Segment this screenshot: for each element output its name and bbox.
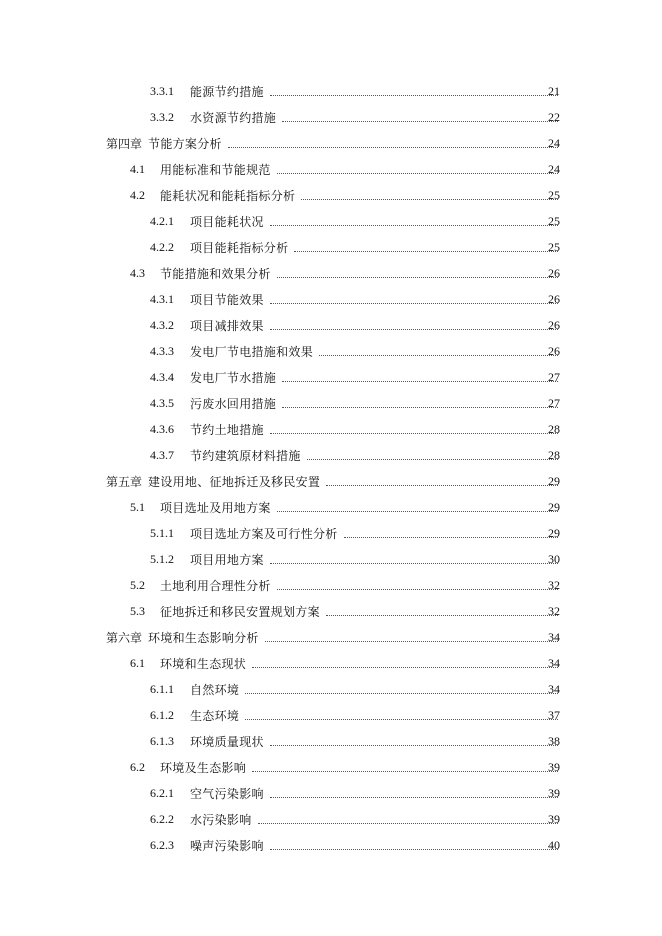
toc-entry-title: 能耗状况和能耗指标分析 xyxy=(160,188,296,203)
toc-entry-number: 6.1.1 xyxy=(150,681,174,696)
toc-dot-leader xyxy=(326,485,558,486)
toc-entry[interactable] xyxy=(0,520,662,546)
toc-entry-page-number: 29 xyxy=(548,473,560,488)
toc-entry-title: 项目减排效果 xyxy=(190,318,264,333)
toc-entry-number: 4.1 xyxy=(130,161,145,176)
toc-entry-title: 污废水回用措施 xyxy=(190,396,277,411)
toc-dot-leader xyxy=(282,407,558,408)
toc-entry-title: 环境及生态影响 xyxy=(160,760,247,775)
toc-entry-page-number: 39 xyxy=(548,785,560,800)
toc-entry[interactable] xyxy=(0,572,662,598)
toc-dot-leader xyxy=(277,511,558,512)
toc-entry[interactable] xyxy=(0,832,662,858)
toc-entry-page-number: 37 xyxy=(548,707,560,722)
toc-entry-number: 5.3 xyxy=(130,603,145,618)
toc-entry-page-number: 32 xyxy=(548,603,560,618)
toc-entry-page-number: 34 xyxy=(548,655,560,670)
toc-entry-page-number: 39 xyxy=(548,811,560,826)
toc-entry-title: 项目能耗状况 xyxy=(190,214,264,229)
toc-entry-number: 6.1 xyxy=(130,655,145,670)
toc-entry-number: 第四章 xyxy=(106,136,143,151)
toc-entry[interactable] xyxy=(0,650,662,676)
toc-entry-number: 6.2.2 xyxy=(150,811,174,826)
toc-entry-page-number: 29 xyxy=(548,525,560,540)
toc-entry-page-number: 22 xyxy=(548,109,560,124)
toc-dot-leader xyxy=(265,641,558,642)
toc-entry-number: 4.3 xyxy=(130,265,145,280)
toc-dot-leader xyxy=(270,95,558,96)
toc-entry-number: 第五章 xyxy=(106,474,143,489)
toc-entry-page-number: 26 xyxy=(548,343,560,358)
toc-entry[interactable] xyxy=(0,494,662,520)
toc-entry-page-number: 26 xyxy=(548,317,560,332)
toc-entry-page-number: 25 xyxy=(548,187,560,202)
toc-entry-page-number: 26 xyxy=(548,265,560,280)
toc-entry-number: 4.3.7 xyxy=(150,447,174,462)
toc-dot-leader xyxy=(270,225,558,226)
toc-entry-page-number: 21 xyxy=(548,83,560,98)
toc-entry[interactable] xyxy=(0,208,662,234)
toc-entry[interactable] xyxy=(0,156,662,182)
toc-entry[interactable] xyxy=(0,130,662,156)
toc-entry-page-number: 24 xyxy=(548,161,560,176)
toc-dot-leader xyxy=(294,251,558,252)
toc-entry-title: 生态环境 xyxy=(190,708,240,723)
toc-entry-number: 3.3.2 xyxy=(150,109,174,124)
toc-entry[interactable] xyxy=(0,598,662,624)
toc-entry-title: 项目选址及用地方案 xyxy=(160,500,271,515)
toc-entry-title: 节约建筑原材料措施 xyxy=(190,448,301,463)
toc-entry[interactable] xyxy=(0,390,662,416)
toc-dot-leader xyxy=(270,303,558,304)
toc-dot-leader xyxy=(270,433,558,434)
toc-entry[interactable] xyxy=(0,676,662,702)
toc-entry-title: 节能措施和效果分析 xyxy=(160,266,271,281)
toc-dot-leader xyxy=(228,147,558,148)
toc-entry-title: 项目能耗指标分析 xyxy=(190,240,289,255)
toc-entry-title: 能源节约措施 xyxy=(190,84,264,99)
toc-entry[interactable] xyxy=(0,546,662,572)
toc-entry-page-number: 25 xyxy=(548,213,560,228)
toc-entry[interactable] xyxy=(0,182,662,208)
toc-entry-title: 环境和生态现状 xyxy=(160,656,247,671)
toc-entry-number: 6.2.3 xyxy=(150,837,174,852)
toc-dot-leader xyxy=(245,719,558,720)
toc-entry[interactable] xyxy=(0,312,662,338)
toc-entry-page-number: 27 xyxy=(548,395,560,410)
toc-entry-title: 节约土地措施 xyxy=(190,422,264,437)
toc-dot-leader xyxy=(282,381,558,382)
toc-dot-leader xyxy=(319,355,558,356)
toc-entry[interactable] xyxy=(0,780,662,806)
toc-entry-page-number: 28 xyxy=(548,447,560,462)
toc-dot-leader xyxy=(277,277,558,278)
toc-entry-title: 节能方案分析 xyxy=(148,136,222,151)
toc-entry-title: 空气污染影响 xyxy=(190,786,264,801)
toc-entry-page-number: 38 xyxy=(548,733,560,748)
toc-dot-leader xyxy=(245,693,558,694)
toc-entry-title: 发电厂节水措施 xyxy=(190,370,277,385)
toc-entry-title: 征地拆迁和移民安置规划方案 xyxy=(160,604,320,619)
toc-entry-number: 4.3.4 xyxy=(150,369,174,384)
toc-entry-number: 4.2.1 xyxy=(150,213,174,228)
toc-entry-title: 项目节能效果 xyxy=(190,292,264,307)
toc-entry-page-number: 25 xyxy=(548,239,560,254)
toc-dot-leader xyxy=(270,797,558,798)
toc-entry[interactable] xyxy=(0,806,662,832)
toc-dot-leader xyxy=(277,173,558,174)
toc-entry-page-number: 28 xyxy=(548,421,560,436)
toc-entry[interactable] xyxy=(0,728,662,754)
toc-entry-page-number: 30 xyxy=(548,551,560,566)
toc-entry-page-number: 26 xyxy=(548,291,560,306)
toc-entry-page-number: 27 xyxy=(548,369,560,384)
toc-dot-leader xyxy=(270,745,558,746)
toc-entry-title: 噪声污染影响 xyxy=(190,838,264,853)
toc-entry-page-number: 29 xyxy=(548,499,560,514)
toc-dot-leader xyxy=(282,121,558,122)
toc-dot-leader xyxy=(301,199,558,200)
toc-dot-leader xyxy=(277,589,558,590)
toc-dot-leader xyxy=(307,459,558,460)
toc-entry[interactable] xyxy=(0,234,662,260)
toc-entry-title: 发电厂节电措施和效果 xyxy=(190,344,314,359)
toc-entry-number: 4.3.2 xyxy=(150,317,174,332)
table-of-contents xyxy=(0,78,662,858)
toc-entry-page-number: 24 xyxy=(548,135,560,150)
toc-dot-leader xyxy=(270,849,558,850)
toc-entry-title: 水资源节约措施 xyxy=(190,110,277,125)
toc-dot-leader xyxy=(252,667,558,668)
toc-dot-leader xyxy=(258,823,558,824)
toc-entry-title: 建设用地、征地拆迁及移民安置 xyxy=(148,474,321,489)
toc-entry-title: 水污染影响 xyxy=(190,812,252,827)
toc-entry-number: 6.2 xyxy=(130,759,145,774)
toc-entry-number: 4.3.3 xyxy=(150,343,174,358)
toc-entry-number: 6.2.1 xyxy=(150,785,174,800)
toc-entry-title: 环境和生态影响分析 xyxy=(148,630,259,645)
toc-entry-number: 4.3.5 xyxy=(150,395,174,410)
toc-entry[interactable] xyxy=(0,78,662,104)
toc-entry-number: 3.3.1 xyxy=(150,83,174,98)
toc-entry[interactable] xyxy=(0,364,662,390)
toc-entry-number: 6.1.2 xyxy=(150,707,174,722)
toc-entry[interactable] xyxy=(0,286,662,312)
toc-entry-number: 5.1 xyxy=(130,499,145,514)
toc-entry-page-number: 32 xyxy=(548,577,560,592)
toc-entry-title: 项目用地方案 xyxy=(190,552,264,567)
toc-entry[interactable] xyxy=(0,702,662,728)
toc-entry-page-number: 40 xyxy=(548,837,560,852)
toc-entry[interactable] xyxy=(0,338,662,364)
toc-entry-number: 5.1.2 xyxy=(150,551,174,566)
toc-entry[interactable] xyxy=(0,416,662,442)
toc-dot-leader xyxy=(344,537,558,538)
toc-entry[interactable] xyxy=(0,442,662,468)
toc-entry-number: 6.1.3 xyxy=(150,733,174,748)
toc-entry-number: 4.3.6 xyxy=(150,421,174,436)
toc-entry-title: 用能标准和节能规范 xyxy=(160,162,271,177)
toc-entry-page-number: 39 xyxy=(548,759,560,774)
toc-entry-page-number: 34 xyxy=(548,629,560,644)
toc-entry-title: 土地利用合理性分析 xyxy=(160,578,271,593)
toc-entry-number: 第六章 xyxy=(106,630,143,645)
toc-dot-leader xyxy=(252,771,558,772)
toc-dot-leader xyxy=(326,615,558,616)
toc-dot-leader xyxy=(270,563,558,564)
toc-entry[interactable] xyxy=(0,624,662,650)
toc-entry[interactable] xyxy=(0,104,662,130)
toc-entry-number: 5.1.1 xyxy=(150,525,174,540)
toc-dot-leader xyxy=(270,329,558,330)
toc-entry-page-number: 34 xyxy=(548,681,560,696)
toc-entry-number: 4.3.1 xyxy=(150,291,174,306)
toc-entry-title: 环境质量现状 xyxy=(190,734,264,749)
toc-entry-number: 4.2.2 xyxy=(150,239,174,254)
toc-entry-title: 项目选址方案及可行性分析 xyxy=(190,526,338,541)
toc-entry-title: 自然环境 xyxy=(190,682,240,697)
toc-entry[interactable] xyxy=(0,754,662,780)
toc-entry[interactable] xyxy=(0,260,662,286)
toc-entry[interactable] xyxy=(0,468,662,494)
toc-entry-number: 5.2 xyxy=(130,577,145,592)
toc-entry-number: 4.2 xyxy=(130,187,145,202)
